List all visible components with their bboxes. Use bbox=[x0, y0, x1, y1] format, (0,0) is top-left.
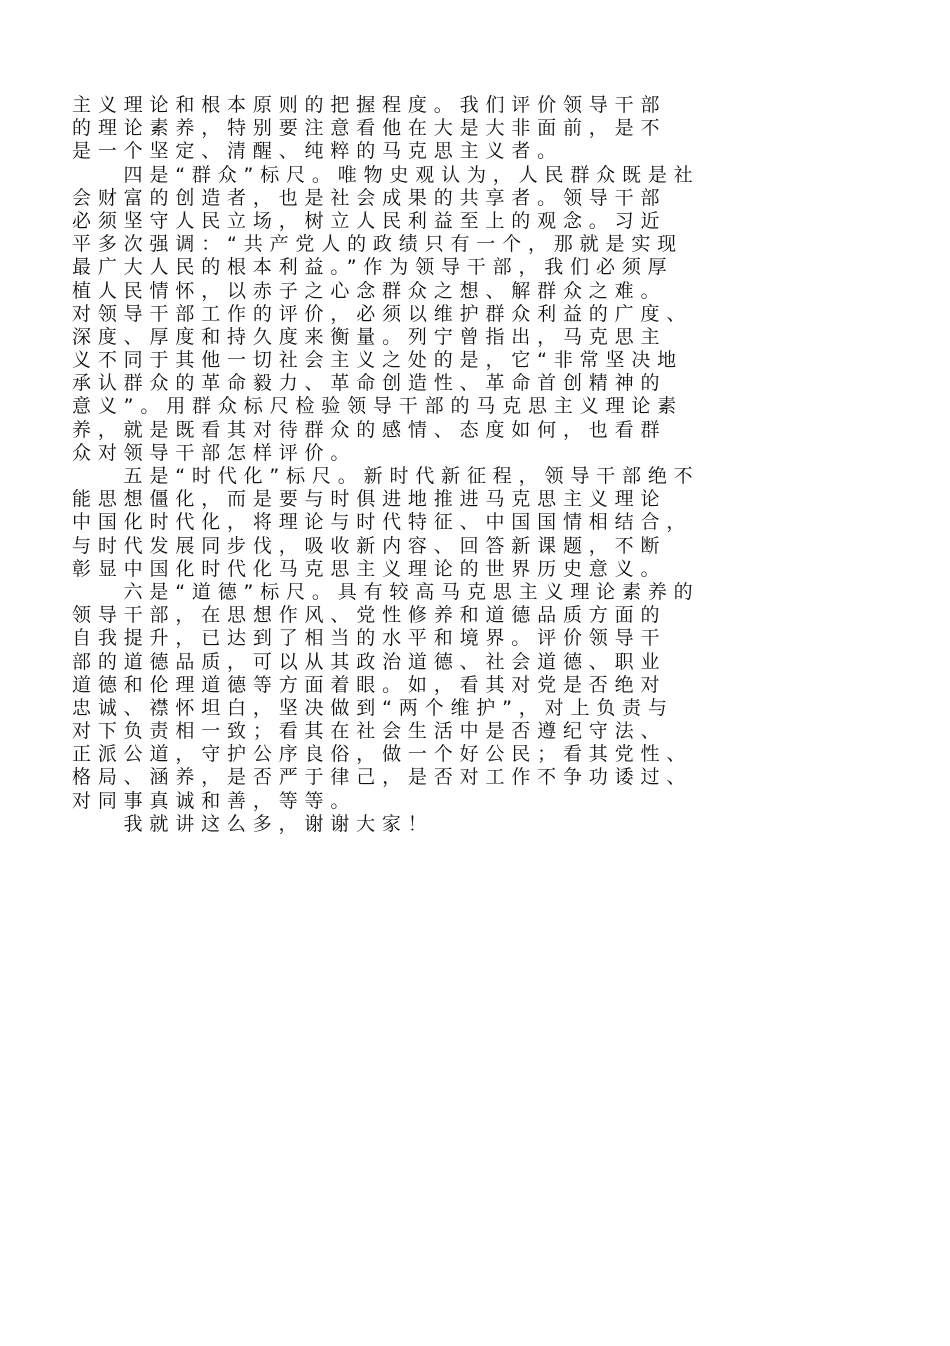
text-line: 必须坚守人民立场，树立人民利益至上的观念。习近 bbox=[72, 209, 667, 232]
text-line: 对领导干部工作的评价，必须以维护群众利益的广度、 bbox=[72, 302, 693, 325]
text-line: 最广大人民的根本利益。”作为领导干部，我们必须厚 bbox=[72, 256, 674, 279]
text-line: 义不同于其他一切社会主义之处的是，它“非常坚决地 bbox=[72, 349, 684, 372]
text-line: 自我提升，已达到了相当的水平和境界。评价领导干 bbox=[72, 627, 667, 650]
text-line: 植人民情怀，以赤子之心念群众之想、解群众之难。 bbox=[72, 279, 667, 302]
text-line: 五是“时代化”标尺。新时代新征程，领导干部绝不 bbox=[72, 465, 700, 487]
text-line: 深度、厚度和持久度来衡量。列宁曾指出，马克思主 bbox=[72, 325, 667, 348]
text-line: 会财富的创造者，也是社会成果的共享者。领导干部 bbox=[72, 186, 667, 209]
text-line: 领导干部，在思想作风、党性修养和道德品质方面的 bbox=[72, 604, 667, 627]
text-line: 对下负责相一致；看其在社会生活中是否遵纪守法、 bbox=[72, 720, 667, 743]
text-line: 养，就是既看其对待群众的感情、态度如何，也看群 bbox=[72, 418, 667, 441]
text-line: 的理论素养，特别要注意看他在大是大非面前，是不 bbox=[72, 117, 667, 140]
text-line: 是一个坚定、清醒、纯粹的马克思主义者。 bbox=[72, 140, 563, 163]
text-line: 格局、涵养，是否严于律己，是否对工作不争功诿过、 bbox=[72, 766, 693, 789]
text-line: 忠诚、襟怀坦白，坚决做到“两个维护”，对上负责与 bbox=[72, 696, 674, 719]
text-line: 彰显中国化时代化马克思主义理论的世界历史意义。 bbox=[72, 557, 667, 580]
text-line: 对同事真诚和善，等等。 bbox=[72, 789, 357, 812]
text-line: 主义理论和根本原则的把握程度。我们评价领导干部 bbox=[72, 94, 667, 116]
text-line: 平多次强调：“共产党人的政绩只有一个，那就是实现 bbox=[72, 233, 684, 256]
speech-text-body bbox=[72, 94, 892, 836]
text-line: 意义”。用群众标尺检验领导干部的马克思主义理论素 bbox=[72, 395, 684, 418]
text-line: 承认群众的革命毅力、革命创造性、革命首创精神的 bbox=[72, 372, 667, 395]
text-line: 四是“群众”标尺。唯物史观认为，人民群众既是社 bbox=[72, 163, 700, 186]
text-line: 六是“道德”标尺。具有较高马克思主义理论素养的 bbox=[72, 580, 700, 603]
text-line: 众对领导干部怎样评价。 bbox=[72, 441, 357, 464]
text-line: 正派公道，守护公序良俗，做一个好公民；看其党性、 bbox=[72, 743, 693, 766]
text-line: 中国化时代化，将理论与时代特征、中国国情相结合， bbox=[72, 511, 693, 534]
text-line: 能思想僵化，而是要与时俱进地推进马克思主义理论 bbox=[72, 488, 667, 511]
text-line: 与时代发展同步伐，吸收新内容、回答新课题，不断 bbox=[72, 534, 667, 557]
text-line: 道德和伦理道德等方面着眼。如，看其对党是否绝对 bbox=[72, 673, 667, 696]
text-line: 部的道德品质，可以从其政治道德、社会道德、职业 bbox=[72, 650, 667, 673]
text-line: 我就讲这么多，谢谢大家！ bbox=[72, 812, 434, 835]
